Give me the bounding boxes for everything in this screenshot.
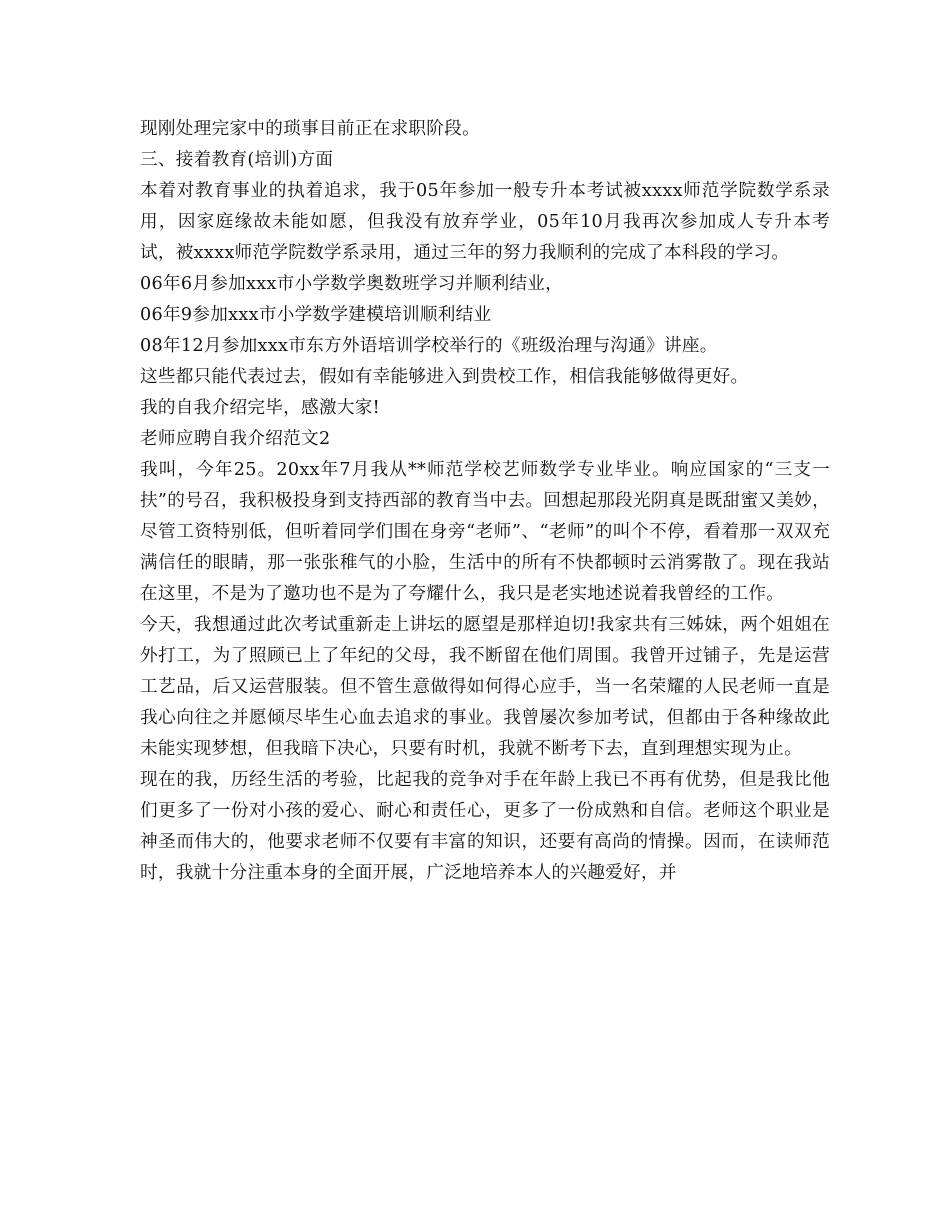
paragraph-aspiration: 今天，我想通过此次考试重新走上讲坛的愿望是那样迫切!我家共有三姊妹，两个姐姐在外打工，为了照顾已上了年纪的父母，我不断留在他们周围。我曾开过铺子，先是运营工艺品，后又运营服装。但不管生意做得如何得心应手，当一名荣耀的人民老师一直是我心向往之并愿倾尽毕生心血去追求的事业。我曾屡次参加考试，但都由于各种缘故此未能实现梦想，但我暗下决心，只要有时机，我就不断考下去，直到理想实现为止。 xyxy=(140,615,830,759)
paragraph-summary: 这些都只能代表过去，假如有幸能够进入到贵校工作，相信我能够做得更好。 xyxy=(140,367,749,387)
paragraph-training-1: 06年6月参加xxx市小学数学奥数班学习并顺利结业， xyxy=(140,274,564,294)
paragraph-job-status: 现刚处理完家中的琐事目前正在求职阶段。 xyxy=(140,119,480,139)
paragraph-introduction: 我叫，今年25。20xx年7月我从**师范学校艺师数学专业毕业。响应国家的“三支一扶”的号召，我积极投身到支持西部的教育当中去。回想起那段光阴真是既甜蜜又美妙，尽管工资特别低，但听着同学们围在身旁“老师”、“老师”的叫个不停，看着那一双双充满信任的眼睛，那一张张稚气的小脸，生活中的所有不快都顿时云消雾散了。现在我站在这里，不是为了邀功也不是为了夸耀什么，我只是老实地述说着我曾经的工作。 xyxy=(140,460,830,604)
document-body xyxy=(140,114,830,889)
paragraph-current-self: 现在的我，历经生活的考验，比起我的竞争对手在年龄上我已不再有优势，但是我比他们更多了一份对小孩的爱心、耐心和责任心，更多了一份成熟和自信。老师这个职业是神圣而伟大的，他要求老师不仅要有丰富的知识，还要有高尚的情操。因而，在读师范时，我就十分注重本身的全面开展，广泛地培养本人的兴趣爱好，并 xyxy=(140,770,830,883)
paragraph-training-3: 08年12月参加xxx市东方外语培训学校举行的《班级治理与沟通》讲座。 xyxy=(140,336,718,356)
sample-title-2: 老师应聘自我介绍范文2 xyxy=(140,429,331,449)
paragraph-education-history: 本着对教育事业的执着追求，我于05年参加一般专升本考试被xxxx师范学院数学系录用，因家庭缘故未能如愿，但我没有放弃学业，05年10月我再次参加成人专升本考试，被xxxx师范学院数学系录用，通过三年的努力我顺利的完成了本科段的学习。 xyxy=(140,181,830,263)
section-heading-education: 三、接着教育(培训)方面 xyxy=(140,150,334,170)
paragraph-closing: 我的自我介绍完毕，感激大家! xyxy=(140,398,380,418)
paragraph-training-2: 06年9参加xxx市小学数学建模培训顺利结业 xyxy=(140,305,492,325)
